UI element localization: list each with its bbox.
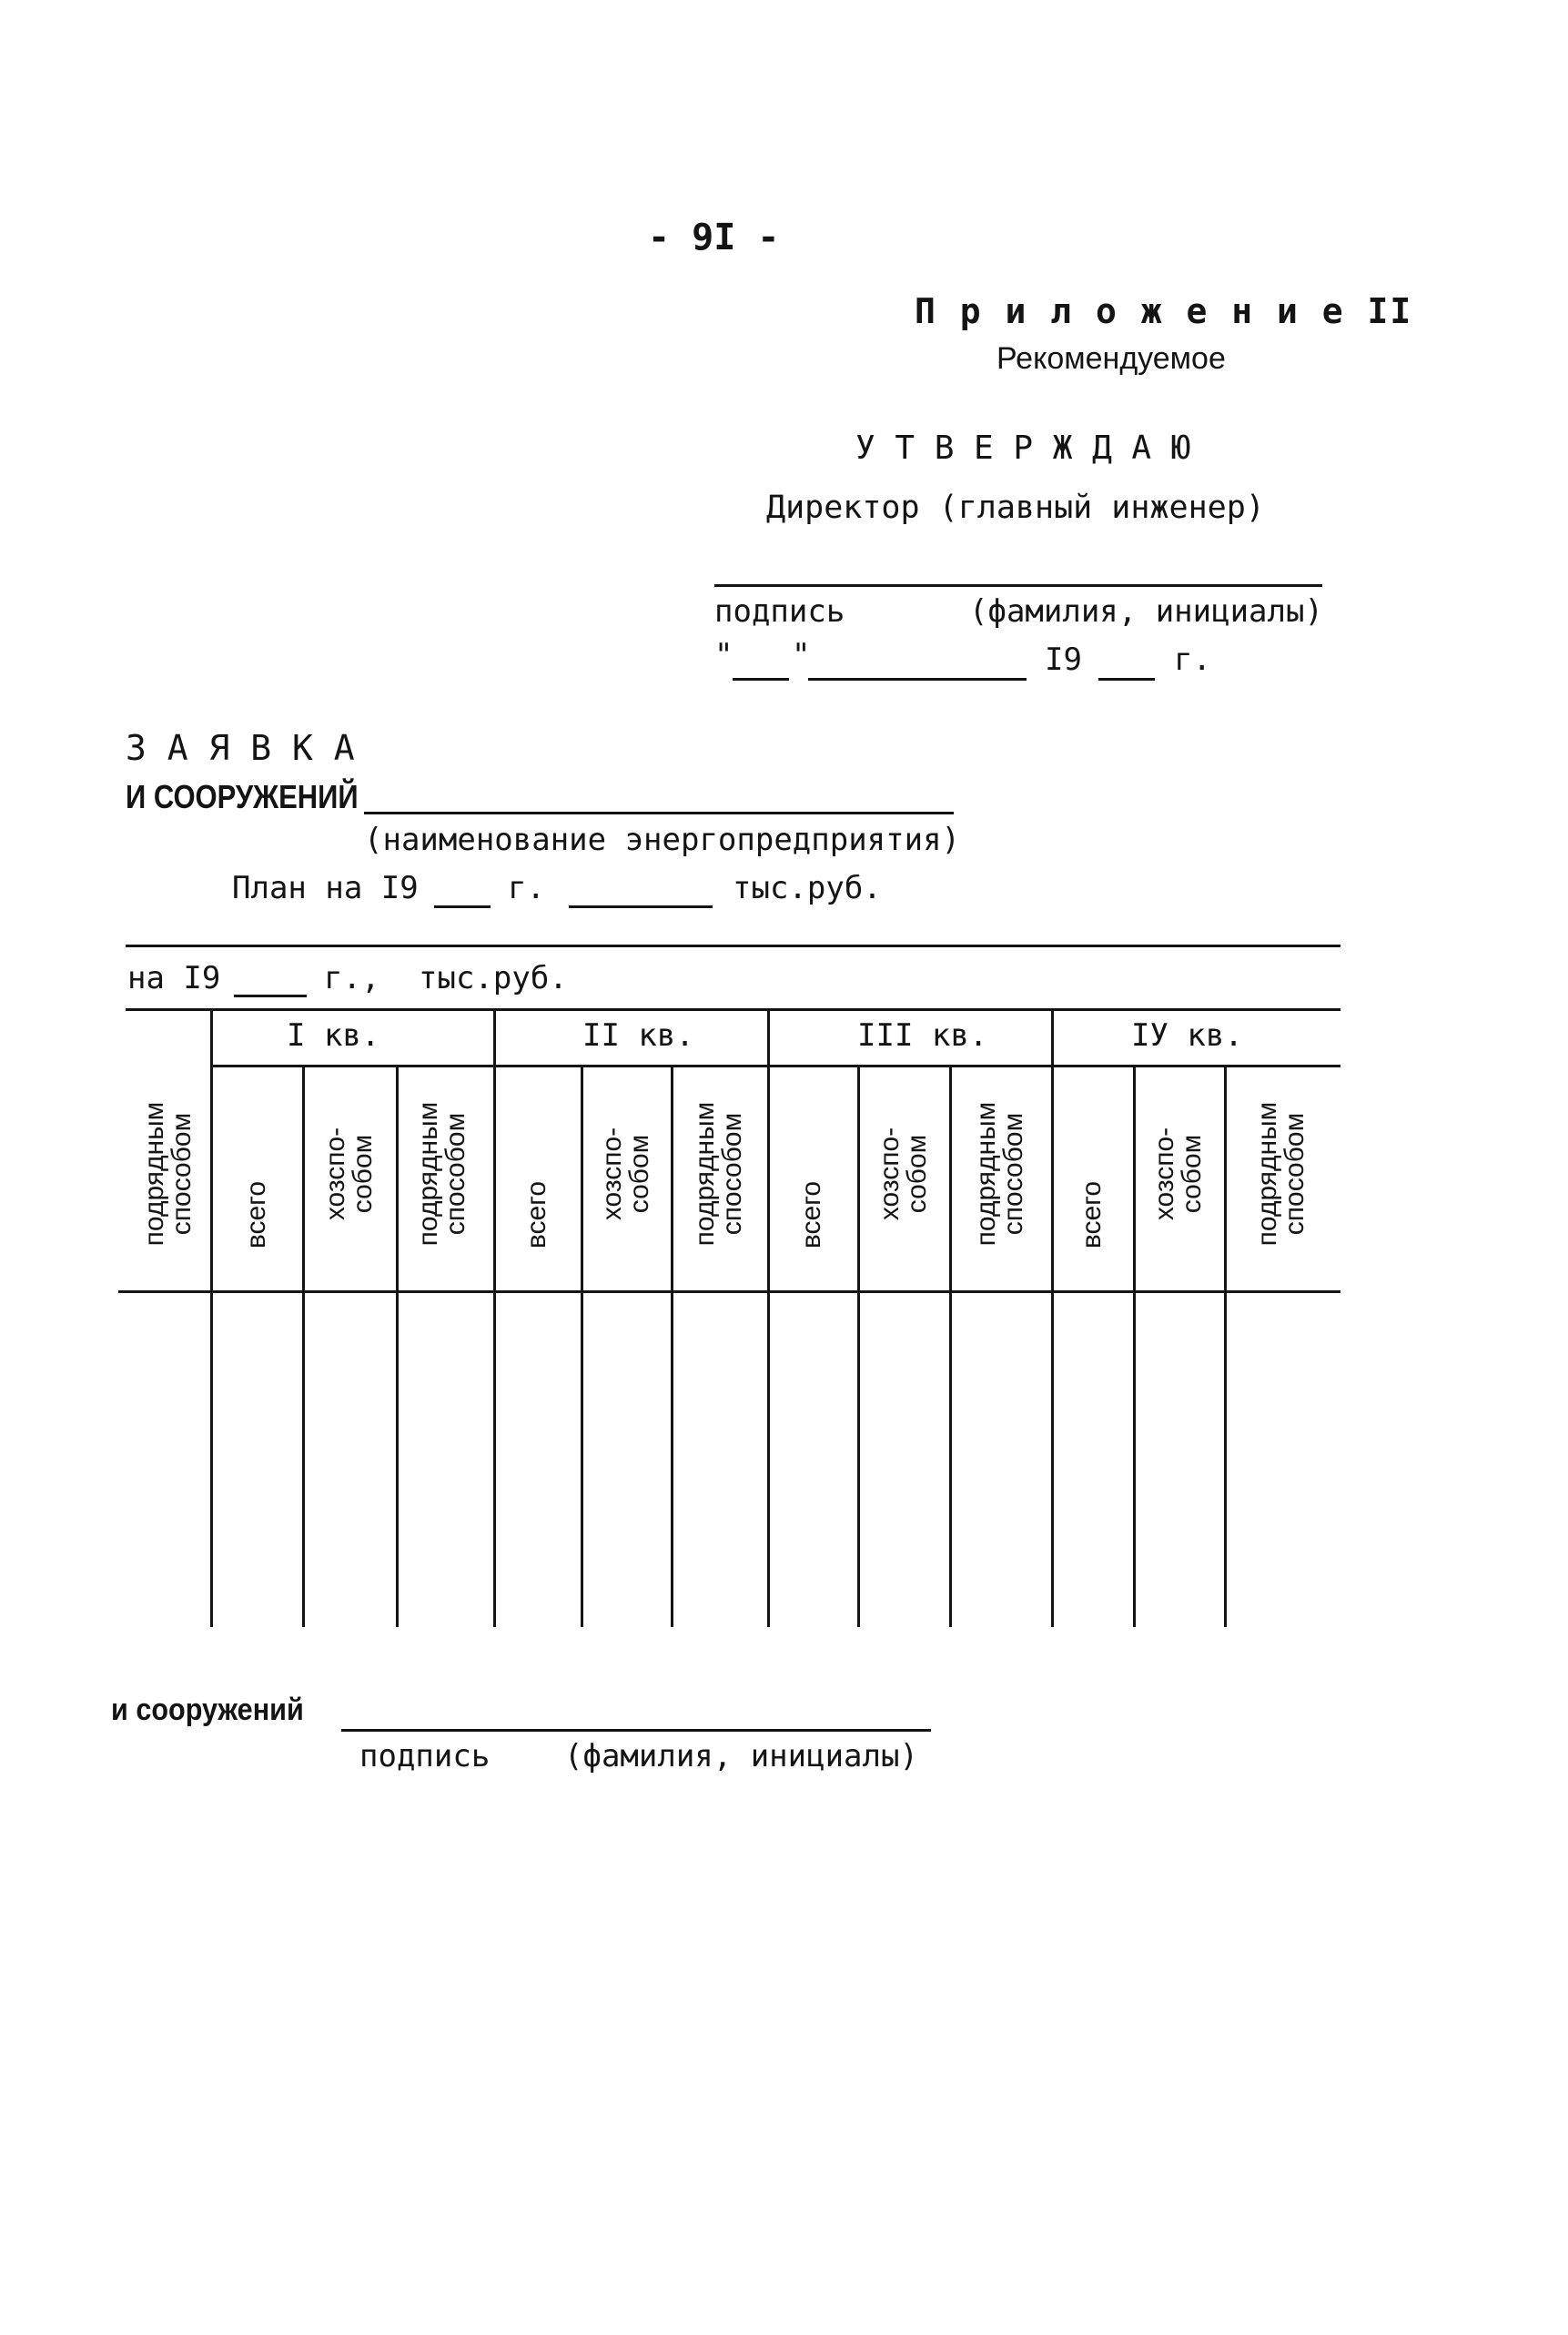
approval-position: Директор (главный инженер)	[766, 490, 1265, 526]
q1-contract-header: подрядным способом	[413, 1101, 470, 1247]
q1-own-means-header: хозспо- собом	[320, 1127, 378, 1221]
request-title: З А Я В К А	[126, 728, 355, 768]
organization-name-caption: (наименование энергопредприятия)	[364, 822, 961, 858]
approval-date-quote-open: "	[714, 637, 733, 673]
footer-signature-label: подпись	[359, 1738, 491, 1774]
quarter-1-label: I кв.	[287, 1017, 380, 1054]
q1-total-header: всего	[241, 1180, 271, 1249]
quarter-row-rule	[212, 1065, 1340, 1067]
column-divider	[581, 1065, 583, 1627]
column-divider	[767, 1008, 770, 1627]
approval-heading: У Т В Е Р Ж Д А Ю	[855, 430, 1191, 467]
column-divider	[671, 1065, 673, 1627]
plan-year-suffix: г.	[508, 870, 545, 906]
quarter-2-label: II кв.	[582, 1017, 694, 1054]
year-row-blank	[234, 995, 307, 997]
column-divider	[949, 1065, 952, 1627]
plan-amount-blank	[569, 905, 713, 908]
approval-year-prefix: I9	[1045, 642, 1082, 678]
year-row-prefix: на I9	[127, 960, 221, 996]
footer-label: и сооружений	[111, 1693, 304, 1727]
q4-own-means-header: хозспо- собом	[1149, 1127, 1207, 1221]
approval-year-suffix: г.	[1174, 642, 1211, 678]
q4-total-header: всего	[1077, 1180, 1107, 1249]
appendix-subtitle: Рекомендуемое	[996, 341, 1226, 376]
plan-year-blank	[434, 905, 491, 908]
q4-contract-header: подрядным способом	[1252, 1101, 1310, 1247]
plan-unit: тыс.руб.	[733, 870, 882, 906]
quarter-4-label: IУ кв.	[1131, 1017, 1243, 1054]
approval-signature-line	[714, 584, 1322, 587]
request-subtitle: И СООРУЖЕНИЙ	[126, 778, 359, 815]
appendix-title: П р и л о ж е н и е II	[915, 291, 1413, 331]
column-divider	[210, 1008, 213, 1627]
q2-own-means-header: хозспо- собом	[597, 1127, 654, 1221]
q3-contract-header: подрядным способом	[971, 1101, 1028, 1247]
column-divider	[493, 1008, 496, 1627]
approval-year-blank	[1098, 678, 1155, 681]
approval-name-label: (фамилия, инициалы)	[969, 593, 1323, 630]
column-divider	[1224, 1065, 1227, 1627]
column-divider	[302, 1065, 305, 1627]
approval-month-blank	[808, 678, 1027, 681]
year-row-unit: тыс.руб.	[419, 960, 568, 996]
q3-total-header: всего	[796, 1180, 826, 1249]
approval-date-quote-close: "	[792, 637, 811, 673]
column-divider	[396, 1065, 399, 1627]
year-row-suffix: г.,	[324, 960, 380, 996]
column-divider	[1051, 1008, 1054, 1627]
table-header-top-rule	[126, 1008, 1340, 1011]
quarter-3-label: III кв.	[857, 1017, 988, 1054]
footer-signature-line	[341, 1729, 931, 1732]
approval-day-blank	[733, 678, 789, 681]
table-top-rule	[126, 945, 1340, 947]
first-column-header: подрядным способом	[139, 1101, 197, 1247]
column-divider	[857, 1065, 860, 1627]
approval-signature-label: подпись	[714, 593, 845, 630]
column-divider	[1133, 1065, 1136, 1627]
q3-own-means-header: хозспо- собом	[875, 1127, 932, 1221]
plan-prefix: План на I9	[232, 870, 419, 906]
q2-total-header: всего	[521, 1180, 551, 1249]
page-number: - 9I -	[648, 217, 780, 258]
organization-name-line	[364, 812, 954, 814]
footer-name-label: (фамилия, инициалы)	[564, 1738, 918, 1774]
q2-contract-header: подрядным способом	[690, 1101, 747, 1247]
